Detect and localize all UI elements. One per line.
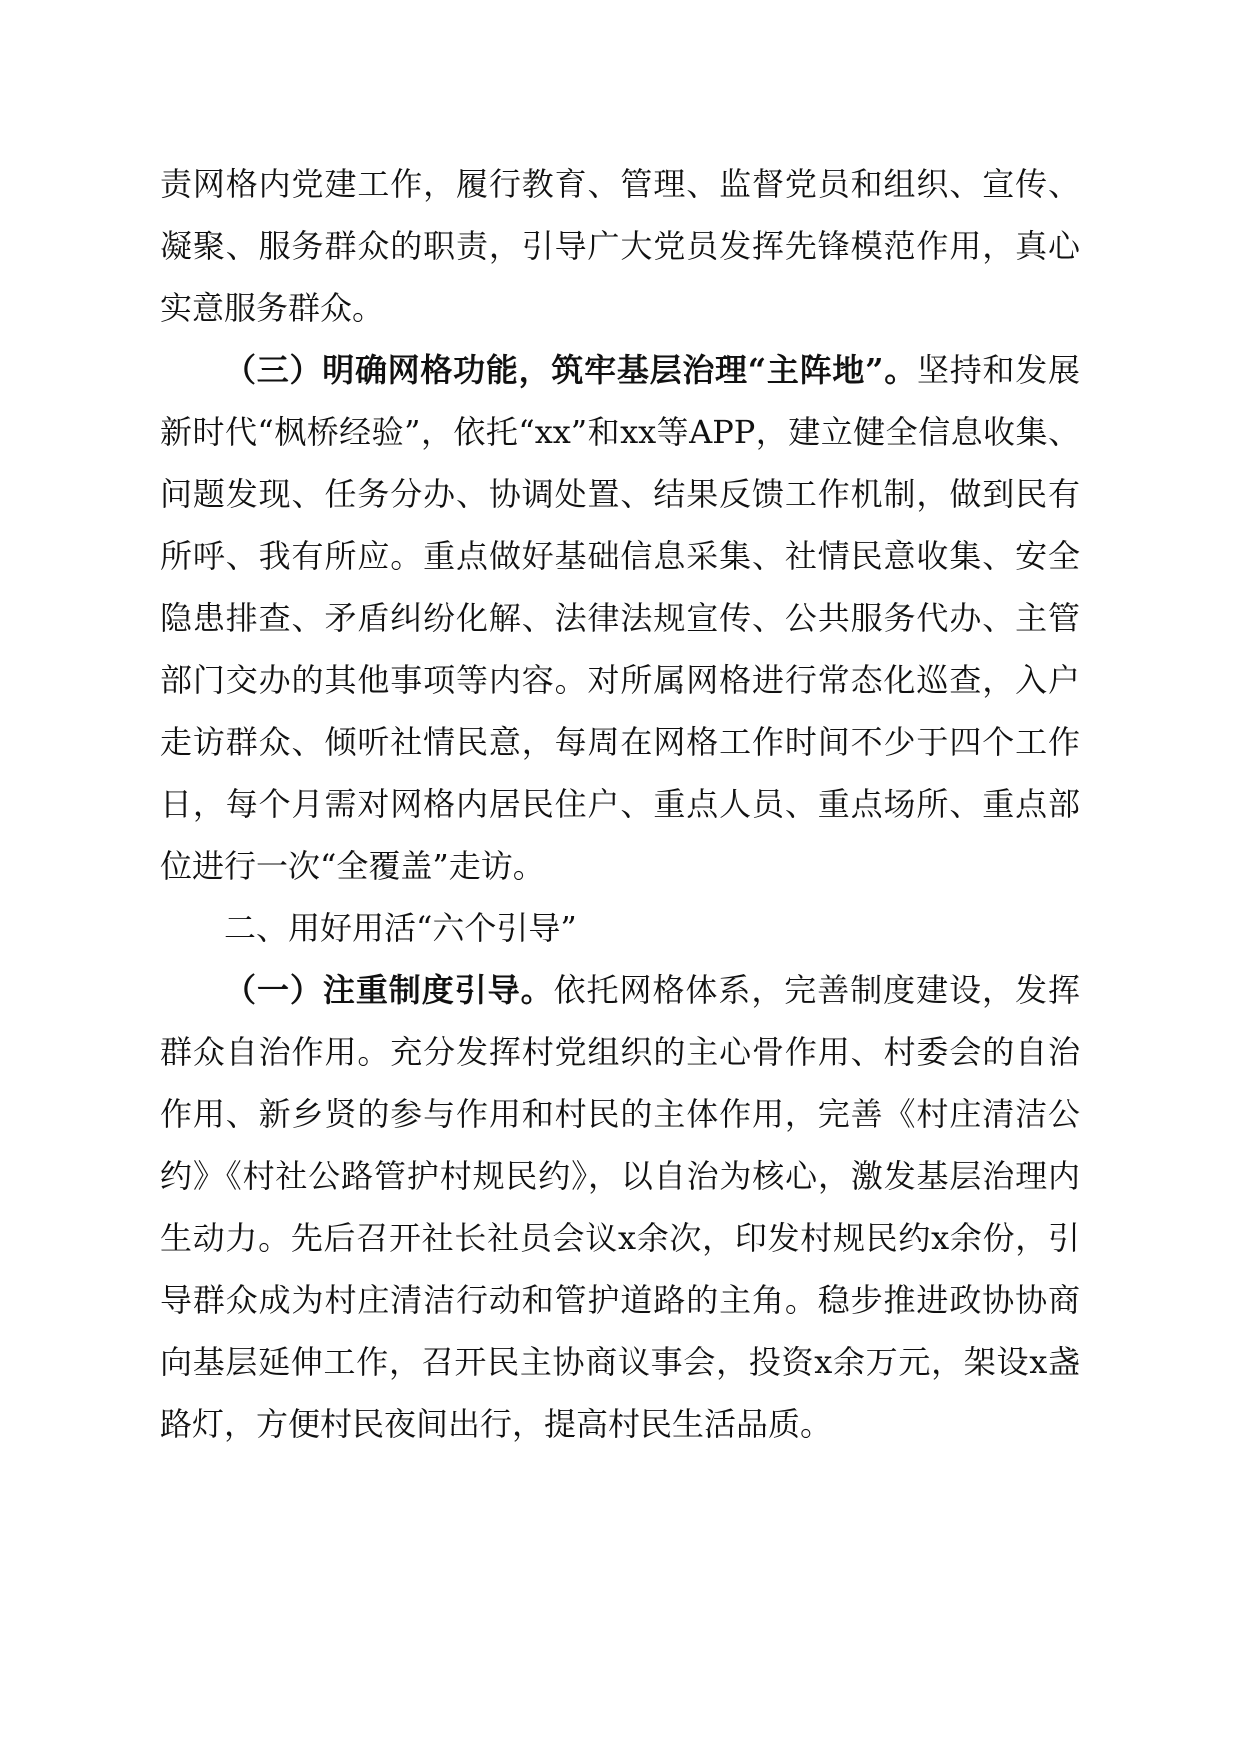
paragraph-institutional-guidance: [160, 959, 1080, 1455]
section-heading-grid-function: （三）明确网格功能，筑牢基层治理“主阵地”。: [224, 351, 918, 389]
paragraph-grid-function: [160, 339, 1080, 897]
section-heading-institutional-guidance: （一）注重制度引导。: [224, 971, 554, 1009]
paragraph-text: 责网格内党建工作，履行教育、管理、监督党员和组织、宣传、凝聚、服务群众的职责，引导广大党员发挥先锋模范作用，真心实意服务群众。: [160, 165, 1080, 327]
paragraph-party-building: [160, 153, 1080, 339]
paragraph-text: 坚持和发展新时代“枫桥经验”，依托“xx”和xx等APP，建立健全信息收集、问题发现、任务分办、协调处置、结果反馈工作机制，做到民有所呼、我有所应。重点做好基础信息采集、社情民意收集、安全隐患排查、矛盾纠纷化解、法律法规宣传、公共服务代办、主管部门交办的其他事项等内容。对所属网格进行常态化巡查，入户走访群众、倾听社情民意，每周在网格工作时间不少于四个工作日，每个月需对网格内居民住户、重点人员、重点场所、重点部位进行一次“全覆盖”走访。: [160, 351, 1080, 885]
heading-text: 二、用好用活“六个引导”: [224, 909, 577, 947]
document-page: [160, 153, 1080, 1455]
chapter-heading-six-guidance: [160, 897, 1080, 959]
paragraph-text: 依托网格体系，完善制度建设，发挥群众自治作用。充分发挥村党组织的主心骨作用、村委会的自治作用、新乡贤的参与作用和村民的主体作用，完善《村庄清洁公约》《村社公路管护村规民约》，以自治为核心，激发基层治理内生动力。先后召开社长社员会议x余次，印发村规民约x余份，引导群众成为村庄清洁行动和管护道路的主角。稳步推进政协协商向基层延伸工作，召开民主协商议事会，投资x余万元，架设x盏路灯，方便村民夜间出行，提高村民生活品质。: [160, 971, 1080, 1443]
